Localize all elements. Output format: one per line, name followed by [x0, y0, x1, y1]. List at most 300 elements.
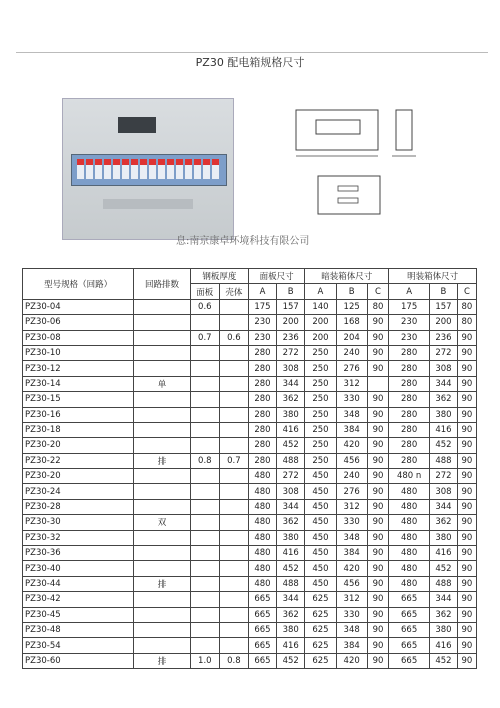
table-cell: 330: [336, 607, 367, 622]
table-cell: 480: [389, 576, 430, 591]
table-cell: [190, 622, 219, 637]
table-cell: [219, 392, 248, 407]
table-cell: 125: [336, 299, 367, 314]
table-row: [23, 438, 477, 453]
table-cell: PZ30-20: [23, 438, 134, 453]
table-cell: 308: [277, 484, 305, 499]
table-cell: 90: [367, 438, 388, 453]
table-cell: [190, 422, 219, 437]
table-row: [23, 361, 477, 376]
table-cell: [219, 561, 248, 576]
table-cell: PZ30-20: [23, 469, 134, 484]
table-cell: 80: [457, 299, 476, 314]
table-cell: 348: [336, 530, 367, 545]
table-cell: 665: [248, 653, 276, 668]
table-cell: 308: [277, 361, 305, 376]
table-cell: 330: [336, 515, 367, 530]
table-cell: 362: [277, 392, 305, 407]
table-cell: 380: [430, 407, 458, 422]
table-cell: [219, 299, 248, 314]
table-cell: 90: [457, 576, 476, 591]
table-cell: 80: [367, 299, 388, 314]
table-cell: [134, 546, 190, 561]
table-cell: [219, 345, 248, 360]
table-cell: 480: [389, 484, 430, 499]
table-cell: [134, 330, 190, 345]
table-cell: [219, 622, 248, 637]
table-cell: 450: [305, 576, 336, 591]
table-cell: 90: [367, 469, 388, 484]
table-cell: 384: [336, 638, 367, 653]
table-cell: PZ30-08: [23, 330, 134, 345]
table-cell: 280: [248, 392, 276, 407]
table-cell: 175: [248, 299, 276, 314]
rows-header: 回路排数: [134, 269, 190, 300]
table-cell: 90: [367, 499, 388, 514]
table-cell: 236: [430, 330, 458, 345]
table-cell: 90: [457, 499, 476, 514]
table-cell: 420: [336, 561, 367, 576]
table-cell: 480: [389, 561, 430, 576]
table-cell: PZ30-36: [23, 546, 134, 561]
col-b-header: B: [430, 284, 458, 299]
table-cell: 348: [336, 622, 367, 637]
table-row: [23, 484, 477, 499]
table-cell: [219, 592, 248, 607]
table-cell: PZ30-10: [23, 345, 134, 360]
table-cell: 480: [248, 530, 276, 545]
table-cell: 90: [367, 561, 388, 576]
table-cell: [190, 484, 219, 499]
steel-thickness-header: 钢板厚度: [190, 269, 248, 284]
table-cell: 200: [430, 315, 458, 330]
table-cell: 90: [457, 407, 476, 422]
table-cell: 625: [305, 622, 336, 637]
table-cell: [134, 592, 190, 607]
table-cell: 380: [430, 530, 458, 545]
table-cell: 272: [430, 345, 458, 360]
table-cell: 280: [248, 407, 276, 422]
table-cell: 480: [389, 546, 430, 561]
table-cell: 200: [277, 315, 305, 330]
table-cell: 90: [457, 469, 476, 484]
supplier-caption: 息:南京康卓环境科技有限公司: [176, 236, 310, 247]
table-cell: PZ30-48: [23, 622, 134, 637]
table-cell: PZ30-40: [23, 561, 134, 576]
table-row: [23, 453, 477, 468]
table-row: [23, 561, 477, 576]
table-cell: 90: [367, 330, 388, 345]
breaker-strip: [77, 159, 219, 179]
table-cell: 排: [134, 453, 190, 468]
table-cell: [190, 376, 219, 391]
table-cell: 90: [457, 546, 476, 561]
table-cell: [219, 515, 248, 530]
table-cell: 90: [457, 607, 476, 622]
table-cell: 420: [336, 653, 367, 668]
table-cell: 308: [430, 361, 458, 376]
table-cell: 230: [389, 330, 430, 345]
table-cell: 362: [430, 515, 458, 530]
table-cell: PZ30-24: [23, 484, 134, 499]
table-cell: 280: [248, 345, 276, 360]
table-row: [23, 653, 477, 668]
table-cell: 280: [389, 438, 430, 453]
specification-table: [22, 268, 477, 669]
table-cell: 450: [305, 469, 336, 484]
table-cell: PZ30-45: [23, 607, 134, 622]
table-cell: [134, 499, 190, 514]
table-cell: [219, 376, 248, 391]
table-cell: 450: [305, 546, 336, 561]
table-cell: 488: [430, 576, 458, 591]
table-cell: 250: [305, 407, 336, 422]
table-cell: 90: [457, 330, 476, 345]
table-cell: 排: [134, 576, 190, 591]
table-cell: 384: [336, 422, 367, 437]
table-row: [23, 499, 477, 514]
table-cell: [190, 576, 219, 591]
surface-box-header: 明装箱体尺寸: [389, 269, 477, 284]
table-cell: [134, 407, 190, 422]
table-row: [23, 576, 477, 591]
table-cell: 0.7: [219, 453, 248, 468]
table-cell: [134, 530, 190, 545]
table-cell: 272: [277, 469, 305, 484]
table-cell: 280: [389, 453, 430, 468]
table-row: [23, 345, 477, 360]
table-cell: 480: [248, 515, 276, 530]
table-cell: 230: [248, 315, 276, 330]
table-cell: 480 n: [389, 469, 430, 484]
table-cell: [219, 576, 248, 591]
table-cell: [219, 407, 248, 422]
table-cell: 90: [457, 376, 476, 391]
table-cell: 348: [336, 407, 367, 422]
table-cell: 0.7: [190, 330, 219, 345]
table-cell: 362: [277, 515, 305, 530]
table-cell: PZ30-54: [23, 638, 134, 653]
table-cell: [219, 607, 248, 622]
table-cell: PZ30-44: [23, 576, 134, 591]
table-cell: 双: [134, 515, 190, 530]
table-cell: 665: [248, 622, 276, 637]
table-cell: [134, 361, 190, 376]
table-cell: 240: [336, 345, 367, 360]
table-cell: 240: [336, 469, 367, 484]
table-cell: 344: [277, 376, 305, 391]
table-cell: 90: [457, 592, 476, 607]
panel-size-header: 面板尺寸: [248, 269, 304, 284]
table-cell: 665: [389, 607, 430, 622]
table-cell: 450: [305, 484, 336, 499]
table-cell: [219, 469, 248, 484]
table-row: [23, 330, 477, 345]
table-cell: 230: [248, 330, 276, 345]
table-cell: 480: [248, 499, 276, 514]
table-cell: [219, 638, 248, 653]
table-cell: 452: [277, 653, 305, 668]
table-cell: PZ30-42: [23, 592, 134, 607]
table-cell: [190, 499, 219, 514]
table-cell: 456: [336, 453, 367, 468]
table-cell: 665: [389, 653, 430, 668]
table-cell: [219, 361, 248, 376]
table-cell: 480: [389, 515, 430, 530]
table-row: [23, 299, 477, 314]
table-cell: PZ30-15: [23, 392, 134, 407]
table-cell: [219, 315, 248, 330]
table-cell: 0.8: [190, 453, 219, 468]
table-cell: [134, 638, 190, 653]
table-cell: 单: [134, 376, 190, 391]
table-row: [23, 530, 477, 545]
table-cell: 380: [277, 530, 305, 545]
distribution-box-photo: [62, 98, 234, 240]
table-cell: 312: [336, 592, 367, 607]
table-cell: 665: [389, 592, 430, 607]
table-cell: 280: [248, 376, 276, 391]
table-cell: 452: [277, 438, 305, 453]
table-row: [23, 392, 477, 407]
table-cell: 90: [367, 392, 388, 407]
table-row: [23, 376, 477, 391]
table-cell: 80: [457, 315, 476, 330]
table-cell: 480: [389, 530, 430, 545]
table-cell: [190, 361, 219, 376]
table-cell: 488: [277, 576, 305, 591]
col-b-header: B: [277, 284, 305, 299]
table-cell: 90: [457, 530, 476, 545]
table-cell: 450: [305, 515, 336, 530]
table-cell: 175: [389, 299, 430, 314]
table-cell: 90: [367, 407, 388, 422]
table-cell: 1.0: [190, 653, 219, 668]
table-cell: 362: [430, 392, 458, 407]
brand-label: [103, 199, 193, 209]
table-cell: 452: [277, 561, 305, 576]
table-cell: 456: [336, 576, 367, 591]
table-cell: [190, 546, 219, 561]
table-cell: 90: [367, 638, 388, 653]
table-cell: [190, 345, 219, 360]
table-cell: [134, 484, 190, 499]
table-cell: PZ30-60: [23, 653, 134, 668]
table-cell: 380: [277, 622, 305, 637]
table-cell: 90: [457, 515, 476, 530]
table-cell: [219, 422, 248, 437]
table-cell: [190, 469, 219, 484]
table-cell: 665: [389, 638, 430, 653]
table-cell: 0.6: [219, 330, 248, 345]
table-cell: 362: [277, 607, 305, 622]
table-cell: 308: [430, 484, 458, 499]
concealed-box-header: 暗装箱体尺寸: [305, 269, 389, 284]
table-cell: 665: [248, 607, 276, 622]
model-header: 型号规格（回路）: [23, 269, 134, 300]
table-cell: PZ30-06: [23, 315, 134, 330]
table-cell: 276: [336, 361, 367, 376]
table-cell: [219, 546, 248, 561]
table-cell: [134, 622, 190, 637]
table-cell: PZ30-18: [23, 422, 134, 437]
table-cell: 272: [277, 345, 305, 360]
table-cell: 280: [389, 392, 430, 407]
table-cell: [190, 592, 219, 607]
table-cell: 488: [277, 453, 305, 468]
table-cell: 90: [367, 484, 388, 499]
table-cell: 312: [336, 499, 367, 514]
table-cell: 344: [430, 376, 458, 391]
table-cell: 200: [305, 330, 336, 345]
table-cell: 250: [305, 422, 336, 437]
table-cell: 416: [430, 422, 458, 437]
table-cell: 276: [336, 484, 367, 499]
table-cell: 250: [305, 361, 336, 376]
table-cell: 200: [305, 315, 336, 330]
table-cell: [219, 530, 248, 545]
table-cell: 90: [367, 592, 388, 607]
table-cell: [134, 438, 190, 453]
table-row: [23, 422, 477, 437]
table-cell: 90: [457, 561, 476, 576]
table-cell: 90: [367, 653, 388, 668]
table-cell: 280: [248, 422, 276, 437]
table-cell: 450: [305, 561, 336, 576]
page-title: PZ30 配电箱规格尺寸: [195, 56, 305, 69]
table-cell: PZ30-12: [23, 361, 134, 376]
shell-header: 壳体: [219, 284, 248, 299]
table-cell: [134, 607, 190, 622]
table-cell: 480: [248, 561, 276, 576]
table-cell: PZ30-32: [23, 530, 134, 545]
table-cell: 416: [430, 638, 458, 653]
table-cell: [367, 376, 388, 391]
table-cell: 90: [457, 392, 476, 407]
table-cell: 480: [248, 469, 276, 484]
table-cell: 380: [277, 407, 305, 422]
table-cell: [190, 438, 219, 453]
panel-header: 面板: [190, 284, 219, 299]
table-cell: 90: [457, 484, 476, 499]
table-cell: 90: [457, 438, 476, 453]
table-cell: 90: [367, 607, 388, 622]
table-cell: 90: [457, 345, 476, 360]
nameplate: [118, 117, 156, 133]
table-cell: 452: [430, 653, 458, 668]
table-cell: 168: [336, 315, 367, 330]
table-cell: 90: [367, 515, 388, 530]
col-c-header: C: [457, 284, 476, 299]
table-row: [23, 515, 477, 530]
table-cell: 90: [457, 453, 476, 468]
table-cell: 90: [457, 622, 476, 637]
col-c-header: C: [367, 284, 388, 299]
table-cell: [190, 407, 219, 422]
table-cell: 140: [305, 299, 336, 314]
table-row: [23, 607, 477, 622]
table-cell: [134, 392, 190, 407]
table-cell: 280: [389, 422, 430, 437]
table-cell: 344: [277, 592, 305, 607]
table-cell: 0.6: [190, 299, 219, 314]
table-cell: [134, 561, 190, 576]
table-cell: 90: [367, 422, 388, 437]
table-row: [23, 638, 477, 653]
table-cell: [190, 392, 219, 407]
table-cell: 480: [248, 484, 276, 499]
table-cell: [134, 345, 190, 360]
table-cell: 90: [367, 315, 388, 330]
table-cell: 344: [430, 592, 458, 607]
table-cell: 0.8: [219, 653, 248, 668]
table-cell: PZ30-30: [23, 515, 134, 530]
table-cell: 157: [430, 299, 458, 314]
table-cell: 452: [430, 438, 458, 453]
table-row: [23, 546, 477, 561]
table-row: [23, 622, 477, 637]
table-cell: 480: [248, 546, 276, 561]
table-cell: 90: [367, 361, 388, 376]
table-cell: 236: [277, 330, 305, 345]
table-cell: 250: [305, 376, 336, 391]
col-a-header: A: [248, 284, 276, 299]
table-cell: 665: [389, 622, 430, 637]
table-cell: PZ30-16: [23, 407, 134, 422]
table-cell: 380: [430, 622, 458, 637]
table-cell: [219, 438, 248, 453]
table-cell: 625: [305, 638, 336, 653]
table-cell: 450: [305, 499, 336, 514]
top-divider: [16, 52, 488, 53]
table-cell: 312: [336, 376, 367, 391]
table-cell: 625: [305, 653, 336, 668]
table-cell: [190, 638, 219, 653]
table-cell: PZ30-04: [23, 299, 134, 314]
table-row: [23, 315, 477, 330]
table-cell: 90: [457, 422, 476, 437]
table-cell: [134, 422, 190, 437]
table-cell: 625: [305, 607, 336, 622]
table-cell: 90: [367, 622, 388, 637]
table-cell: 665: [248, 638, 276, 653]
table-cell: 452: [430, 561, 458, 576]
table-cell: 157: [277, 299, 305, 314]
table-cell: [219, 484, 248, 499]
table-cell: 230: [389, 315, 430, 330]
table-cell: 416: [277, 638, 305, 653]
table-cell: [190, 561, 219, 576]
table-cell: 250: [305, 453, 336, 468]
table-row: [23, 469, 477, 484]
table-cell: 90: [457, 653, 476, 668]
table-cell: 480: [248, 576, 276, 591]
table-cell: 416: [277, 546, 305, 561]
table-cell: 90: [367, 530, 388, 545]
table-cell: 488: [430, 453, 458, 468]
table-cell: 272: [430, 469, 458, 484]
col-a-header: A: [389, 284, 430, 299]
table-cell: 344: [430, 499, 458, 514]
table-cell: 90: [367, 546, 388, 561]
table-cell: 420: [336, 438, 367, 453]
table-cell: [134, 315, 190, 330]
table-cell: [190, 607, 219, 622]
table-cell: [190, 515, 219, 530]
table-cell: 344: [277, 499, 305, 514]
table-cell: 204: [336, 330, 367, 345]
table-cell: 280: [248, 438, 276, 453]
